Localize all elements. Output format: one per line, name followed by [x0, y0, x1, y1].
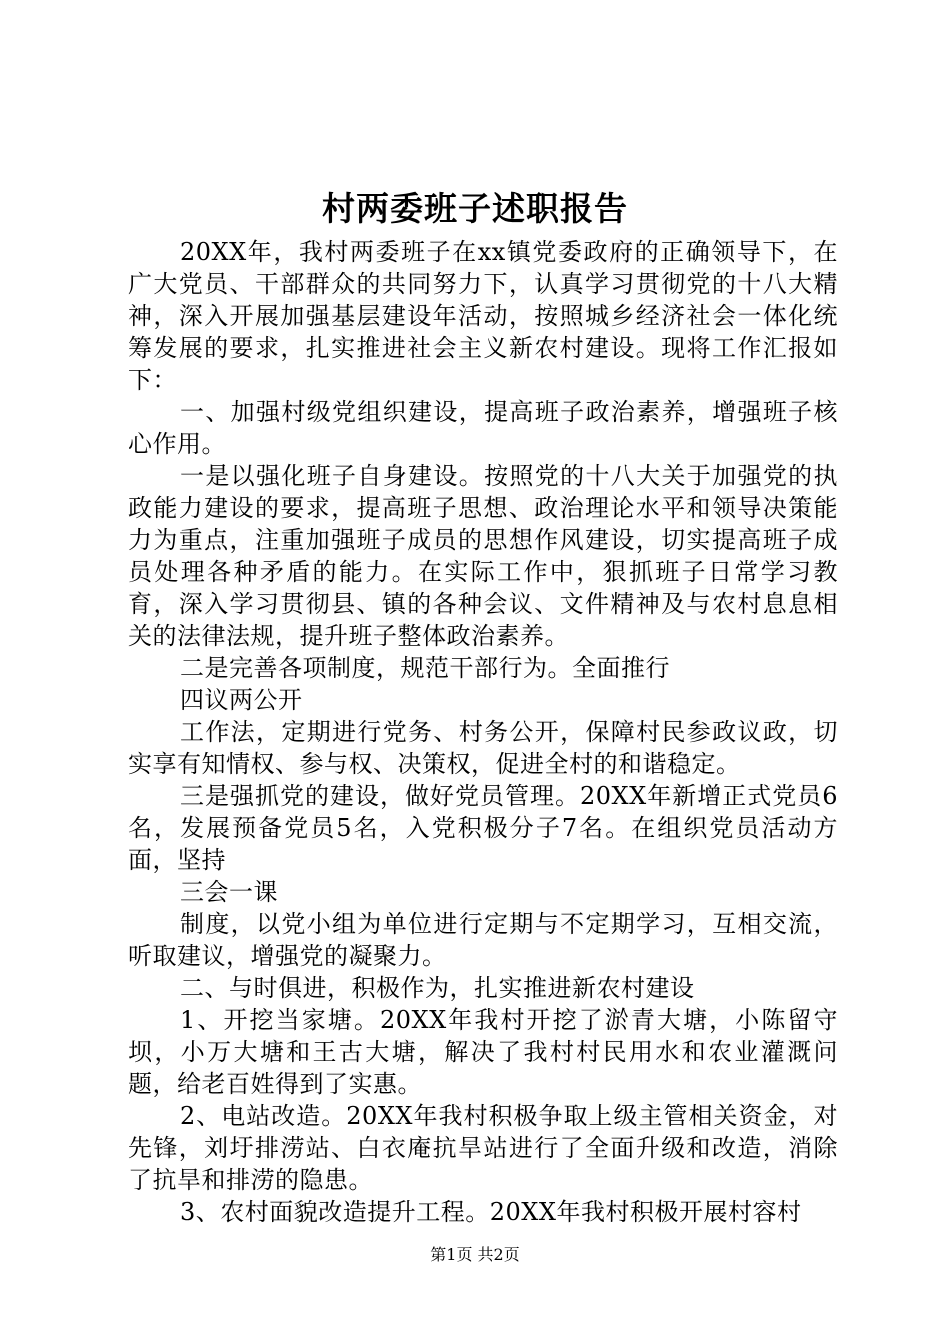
document-title: 村两委班子述职报告: [322, 189, 628, 228]
paragraph: 三会一课: [180, 878, 278, 906]
paragraph: 1、开挖当家塘。20XX年我村开挖了淤青大塘，小陈留守坝，小万大塘和王古大塘，解决了我村村民用水和农业灌溉问题，给老百姓得到了实惠。: [128, 1006, 838, 1098]
section-heading: 一、加强村级党组织建设，提高班子政治素养，增强班子核心作用。: [128, 398, 838, 458]
paragraph: 一是以强化班子自身建设。按照党的十八大关于加强党的执政能力建设的要求，提高班子思想、政治理论水平和领导决策能力为重点，注重加强班子成员的思想作风建设，切实提高班子成员处理各种矛盾的能力。在实际工作中，狠抓班子日常学习教育，深入学习贯彻县、镇的各种会议、文件精神及与农村息息相关的法律法规，提升班子整体政治素养。: [128, 462, 838, 650]
paragraph: 四议两公开: [180, 686, 303, 714]
section-heading: 二、与时俱进，积极作为，扎实推进新农村建设: [180, 974, 695, 1002]
document-body: [128, 236, 838, 1228]
paragraph: 二是完善各项制度，规范干部行为。全面推行: [180, 654, 670, 682]
paragraph: 3、农村面貌改造提升工程。20XX年我村积极开展村容村: [180, 1198, 802, 1226]
page-number: 第1页 共2页: [430, 1245, 520, 1264]
paragraph: 工作法，定期进行党务、村务公开，保障村民参政议政，切实享有知情权、参与权、决策权，促进全村的和谐稳定。: [128, 718, 838, 778]
paragraph: 2、电站改造。20XX年我村积极争取上级主管相关资金，对先锋，刘圩排涝站、白衣庵抗旱站进行了全面升级和改造，消除了抗旱和排涝的隐患。: [128, 1102, 838, 1194]
paragraph: 制度，以党小组为单位进行定期与不定期学习，互相交流，听取建议，增强党的凝聚力。: [128, 910, 838, 970]
paragraph: 20XX年，我村两委班子在xx镇党委政府的正确领导下，在广大党员、干部群众的共同努力下，认真学习贯彻党的十八大精神，深入开展加强基层建设年活动，按照城乡经济社会一体化统筹发展的要求，扎实推进社会主义新农村建设。现将工作汇报如下：: [128, 238, 838, 394]
paragraph: 三是强抓党的建设，做好党员管理。20XX年新增正式党员6名，发展预备党员5名，入党积极分子7名。在组织党员活动方面，坚持: [128, 782, 838, 874]
